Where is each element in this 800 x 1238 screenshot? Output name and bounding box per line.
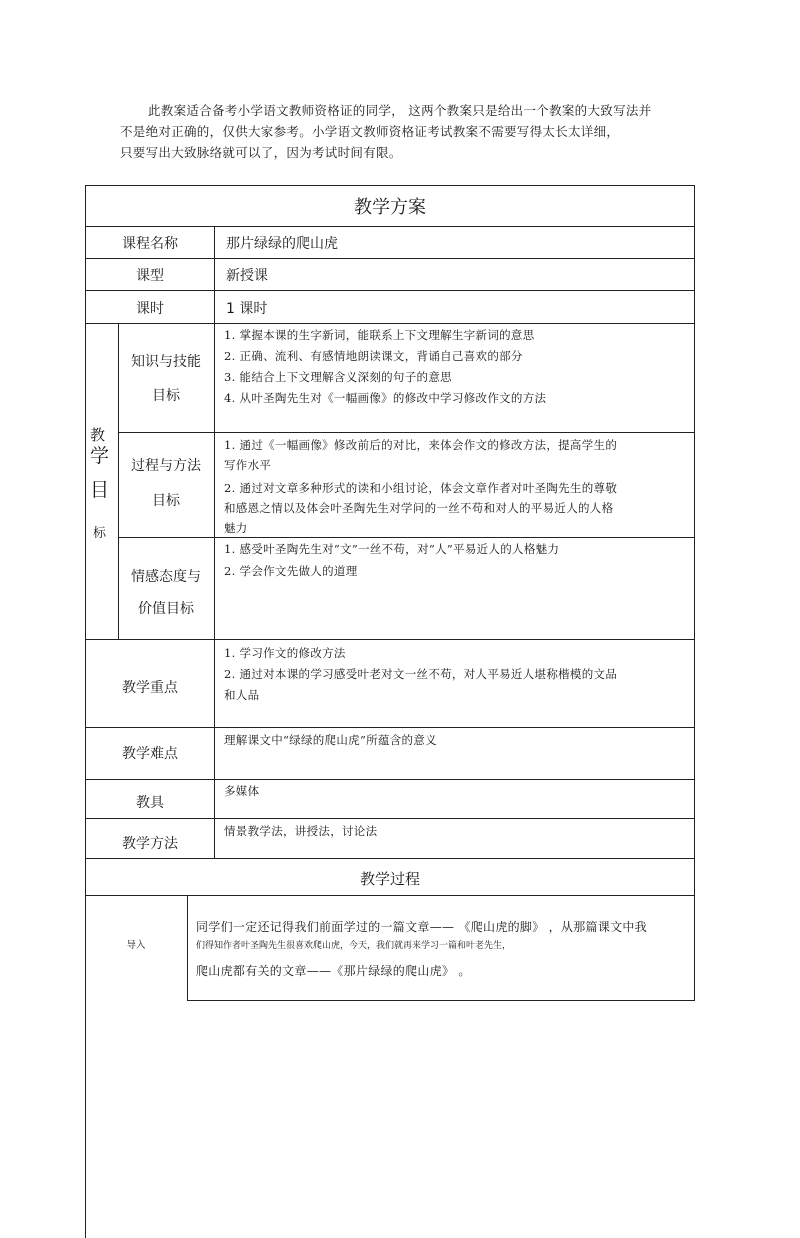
process-item: 1. 通过《一幅画像》修改前后的对比，来体会作文的修改方法，提高学生的 [224, 438, 618, 452]
emotion-item: 2. 学会作文先做人的道理 [224, 564, 358, 578]
key-points-label: 教学重点 [122, 680, 178, 696]
process-item: 魅力 [224, 521, 248, 535]
row-divider [85, 818, 695, 819]
row-divider [85, 323, 695, 324]
intro-row-line-1: 同学们一定还记得我们前面学过的一篇文章—— 《爬山虎的脚》 ，从那篇课文中我 [196, 920, 648, 934]
objectives-label-char-1: 教 [90, 426, 106, 444]
row-divider [85, 858, 695, 859]
course-name-value: 那片绿绿的爬山虎 [226, 236, 338, 252]
row-divider [118, 432, 695, 433]
course-name-label: 课程名称 [122, 236, 178, 252]
process-label-line-1: 过程与方法 [131, 458, 201, 474]
row-divider [85, 258, 695, 259]
key-points-item: 和人品 [224, 688, 260, 702]
row-divider [85, 779, 695, 780]
knowledge-item: 1. 掌握本课的生字新词，能联系上下文理解生字新词的意思 [224, 328, 535, 342]
process-item: 和感恩之情以及体会叶圣陶先生对学问的一丝不苟和对人的平易近人的人格 [224, 501, 614, 515]
objectives-label-char-2: 学 [90, 445, 110, 467]
intro-box-bottom [187, 1000, 695, 1001]
process-item: 2. 通过对文章多种形式的读和小组讨论，体会文章作者对叶圣陶先生的尊敬 [224, 481, 618, 495]
intro-row-line-3: 爬山虎都有关的文章——《那片绿绿的爬山虎》 。 [196, 964, 471, 978]
process-item: 写作水平 [224, 458, 272, 472]
process-label-line-2: 目标 [152, 493, 180, 509]
intro-paragraph [120, 100, 680, 163]
knowledge-item: 4. 从叶圣陶先生对《一幅画像》的修改中学习修改作文的方法 [224, 391, 547, 405]
key-points-item: 1. 学习作文的修改方法 [224, 646, 346, 660]
row-divider [118, 537, 695, 538]
knowledge-item: 2. 正确、流利、有感情地朗读课文，背诵自己喜欢的部分 [224, 349, 523, 363]
tools-value: 多媒体 [224, 784, 260, 798]
column-divider [214, 323, 215, 858]
knowledge-label-line-2: 目标 [152, 388, 180, 404]
key-points-item: 2. 通过对本课的学习感受叶老对文一丝不苟，对人平易近人堪称楷模的文品 [224, 667, 618, 681]
objectives-label-char-3: 目 [90, 479, 110, 501]
methods-value: 情景教学法，讲授法，讨论法 [224, 824, 378, 838]
lesson-type-value: 新授课 [226, 268, 268, 284]
tools-label: 教具 [136, 795, 164, 811]
objectives-label-char-4: 标 [93, 526, 107, 541]
intro-row-label: 导入 [126, 940, 146, 951]
difficulty-value: 理解课文中“绿绿的爬山虎”所蕴含的意义 [224, 733, 437, 747]
knowledge-label-line-1: 知识与技能 [131, 354, 201, 370]
table-border-top [85, 185, 695, 186]
emotion-item: 1. 感受叶圣陶先生对“文”一丝不苟，对“人”平易近人的人格魅力 [224, 542, 560, 556]
hours-value: 1 课时 [226, 301, 268, 317]
hours-label: 课时 [136, 301, 164, 317]
row-divider [85, 290, 695, 291]
table-title: 教学方案 [354, 197, 426, 218]
row-divider [85, 639, 695, 640]
intro-line-1: 此教案适合备考小学语文教师资格证的同学， 这两个教案只是给出一个教案的大致写法并 [148, 103, 652, 118]
row-divider [85, 226, 695, 227]
row-divider [85, 727, 695, 728]
knowledge-item: 3. 能结合上下文理解含义深刻的句子的意思 [224, 370, 452, 384]
intro-line-2: 不是绝对正确的，仅供大家参考。小学语文教师资格证考试教案不需要写得太长太详细， [120, 124, 620, 139]
emotion-label-line-2: 价值目标 [138, 601, 194, 617]
intro-line-3: 只要写出大致脉络就可以了，因为考试时间有限。 [120, 145, 402, 160]
methods-label: 教学方法 [122, 836, 178, 852]
column-divider [187, 895, 188, 1001]
table-border-left [85, 185, 86, 1238]
row-divider [85, 895, 695, 896]
emotion-label-line-1: 情感态度与 [131, 569, 201, 585]
process-section-title: 教学过程 [359, 870, 420, 888]
difficulty-label: 教学难点 [122, 746, 178, 762]
lesson-type-label: 课型 [136, 268, 164, 284]
intro-row-line-2: 们得知作者叶圣陶先生很喜欢爬山虎，今天，我们就再来学习一篇和叶老先生， [196, 941, 512, 951]
